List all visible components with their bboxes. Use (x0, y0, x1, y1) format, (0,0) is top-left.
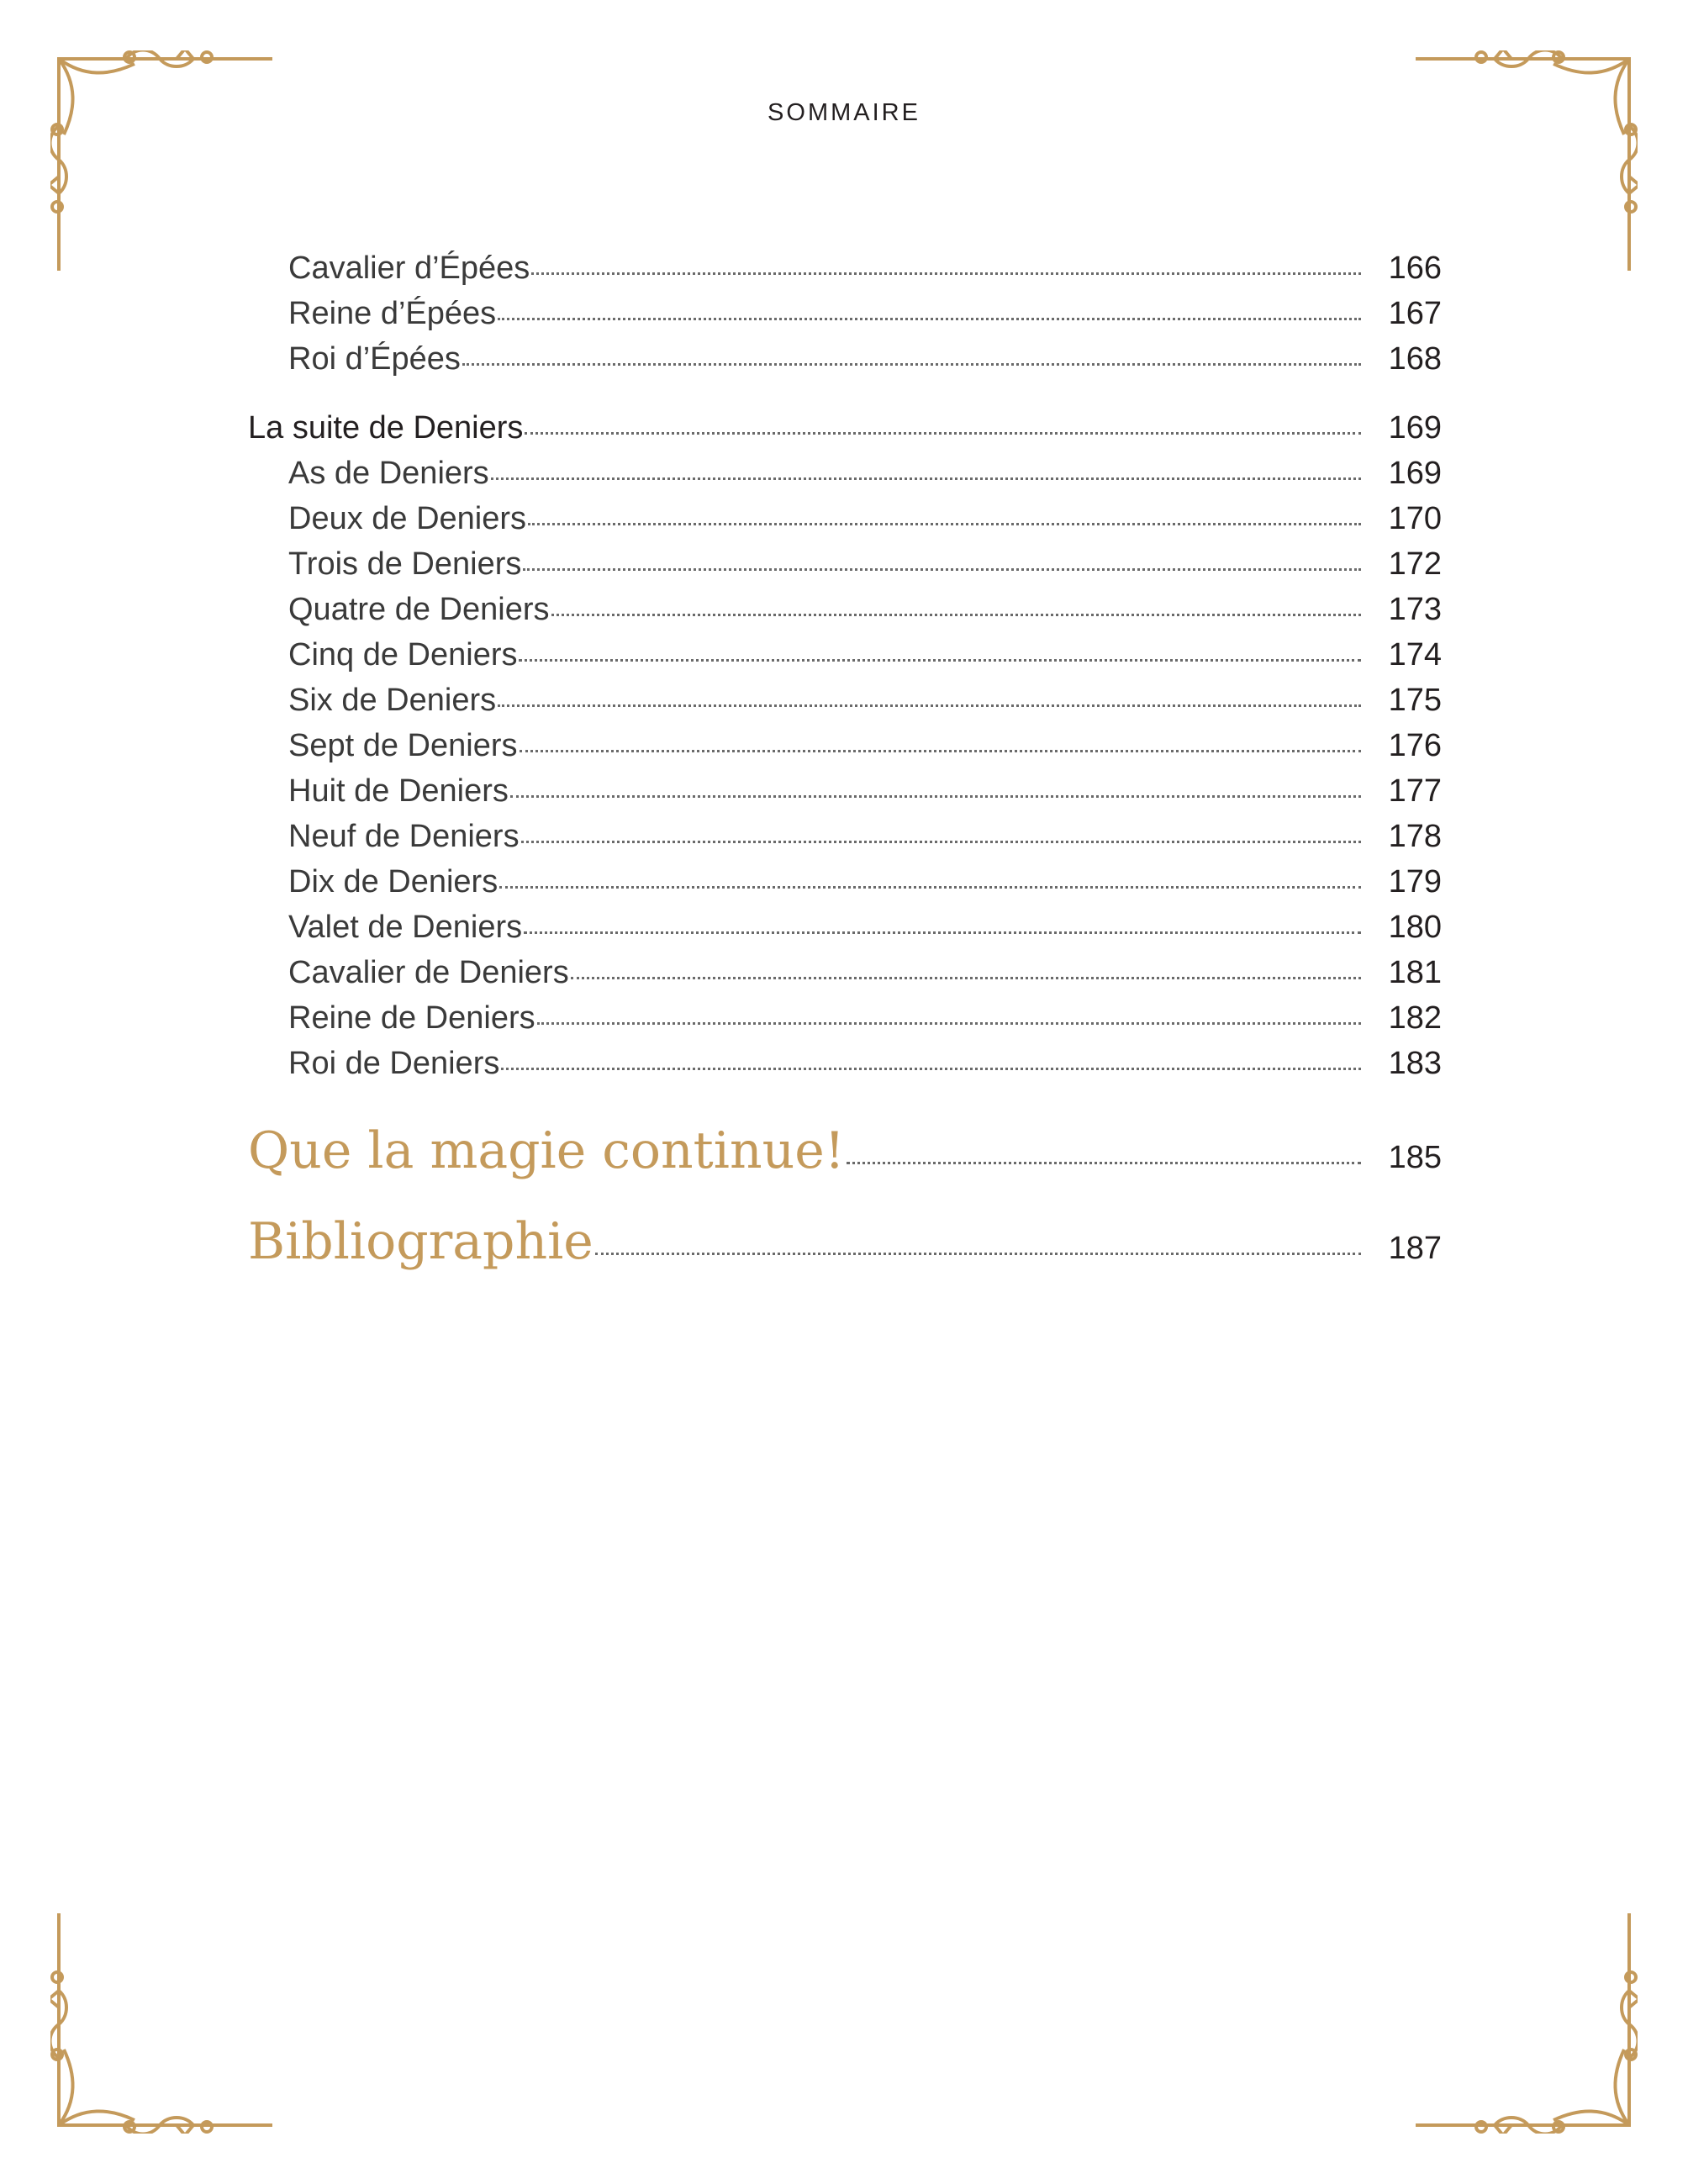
toc-entry[interactable] (248, 1000, 1442, 1046)
dot-leader (498, 704, 1361, 707)
toc-section-deniers[interactable] (248, 410, 1442, 456)
toc-entry-page: 167 (1388, 296, 1442, 331)
toc-entry-page: 175 (1388, 683, 1442, 718)
toc-entry-page: 173 (1388, 592, 1442, 627)
toc-entry-label: Deux de Deniers (288, 501, 527, 536)
toc-entry-label: Six de Deniers (288, 683, 497, 718)
toc-entry-label: Neuf de Deniers (288, 819, 520, 854)
dot-leader (491, 477, 1361, 480)
page-title: SOMMAIRE (768, 99, 920, 126)
toc-entry-label: Reine de Deniers (288, 1000, 535, 1036)
dot-leader (525, 432, 1361, 435)
corner-ornament-bottom-right (1411, 1907, 1638, 2134)
toc-chapter-que-la-magie-continue[interactable] (248, 1121, 1442, 1197)
toc-entry-page: 178 (1388, 819, 1442, 854)
toc-chapter-label: Que la magie continue! (248, 1121, 845, 1180)
flourish-icon (1411, 50, 1638, 277)
toc-entry[interactable] (248, 955, 1442, 1000)
toc-entry-label: Huit de Deniers (288, 773, 509, 809)
dot-leader (498, 318, 1361, 320)
toc-entry[interactable] (248, 296, 1442, 341)
toc-entry[interactable] (248, 864, 1442, 910)
toc-entry-label: As de Deniers (288, 456, 489, 491)
dot-leader (519, 659, 1361, 662)
toc-chapter-bibliographie[interactable] (248, 1212, 1442, 1288)
toc-entry[interactable] (248, 683, 1442, 728)
toc-entry[interactable] (248, 456, 1442, 501)
toc-entry-page: 182 (1388, 1000, 1442, 1036)
dot-leader (524, 931, 1361, 934)
toc-entry-page: 168 (1388, 341, 1442, 377)
corner-ornament-bottom-left (50, 1907, 277, 2134)
toc-entry[interactable] (248, 546, 1442, 592)
toc-entry-label: Reine d’Épées (288, 296, 497, 331)
dot-leader (501, 1068, 1361, 1070)
dot-leader (528, 523, 1361, 525)
toc-chapter-label: Bibliographie (248, 1212, 593, 1271)
toc-entry-page: 169 (1388, 456, 1442, 491)
toc-entry-page: 179 (1388, 864, 1442, 899)
toc-entry[interactable] (248, 1046, 1442, 1091)
toc-entry-label: Sept de Deniers (288, 728, 518, 763)
toc-entry[interactable] (248, 637, 1442, 683)
toc-entry-page: 181 (1388, 955, 1442, 990)
toc-section-page: 169 (1388, 410, 1442, 446)
toc-entry-page: 180 (1388, 910, 1442, 945)
toc-entry-label: Cinq de Deniers (288, 637, 518, 673)
toc-entry[interactable] (248, 728, 1442, 773)
toc-entry-label: Valet de Deniers (288, 910, 523, 945)
flourish-icon (50, 1907, 277, 2134)
toc-entry-label: Cavalier de Deniers (288, 955, 569, 990)
toc-entry-label: Quatre de Deniers (288, 592, 550, 627)
toc-entry[interactable] (248, 592, 1442, 637)
toc-entry[interactable] (248, 251, 1442, 296)
dot-leader (520, 750, 1362, 752)
toc-entry-page: 174 (1388, 637, 1442, 673)
dot-leader (510, 795, 1361, 798)
toc-entry[interactable] (248, 341, 1442, 387)
dot-leader (521, 841, 1361, 843)
dot-leader (523, 568, 1361, 571)
toc-entry-page: 177 (1388, 773, 1442, 809)
corner-ornament-top-left (50, 50, 277, 277)
toc-section-label: La suite de Deniers (248, 410, 524, 446)
corner-ornament-top-right (1411, 50, 1638, 277)
toc-entry-page: 172 (1388, 546, 1442, 582)
dot-leader (462, 363, 1361, 366)
dot-leader (595, 1253, 1361, 1255)
toc-entry-label: Roi d’Épées (288, 341, 461, 377)
flourish-icon (1411, 1907, 1638, 2134)
toc-entry-page: 183 (1388, 1046, 1442, 1081)
toc-entry[interactable] (248, 910, 1442, 955)
dot-leader (571, 977, 1361, 979)
toc-chapter-page: 185 (1388, 1140, 1442, 1175)
dot-leader (847, 1162, 1361, 1164)
dot-leader (531, 272, 1361, 275)
dot-leader (551, 614, 1362, 616)
toc-entry[interactable] (248, 819, 1442, 864)
toc-entry-label: Cavalier d’Épées (288, 251, 530, 286)
toc-entry-page: 166 (1388, 251, 1442, 286)
toc-chapter-page: 187 (1388, 1231, 1442, 1266)
toc-entry-label: Dix de Deniers (288, 864, 498, 899)
toc-entry[interactable] (248, 773, 1442, 819)
toc-entry-page: 170 (1388, 501, 1442, 536)
flourish-icon (50, 50, 277, 277)
toc-entry-label: Trois de Deniers (288, 546, 522, 582)
toc-entry-page: 176 (1388, 728, 1442, 763)
toc-entry[interactable] (248, 501, 1442, 546)
toc-entry-label: Roi de Deniers (288, 1046, 500, 1081)
dot-leader (537, 1022, 1361, 1025)
dot-leader (499, 886, 1361, 889)
